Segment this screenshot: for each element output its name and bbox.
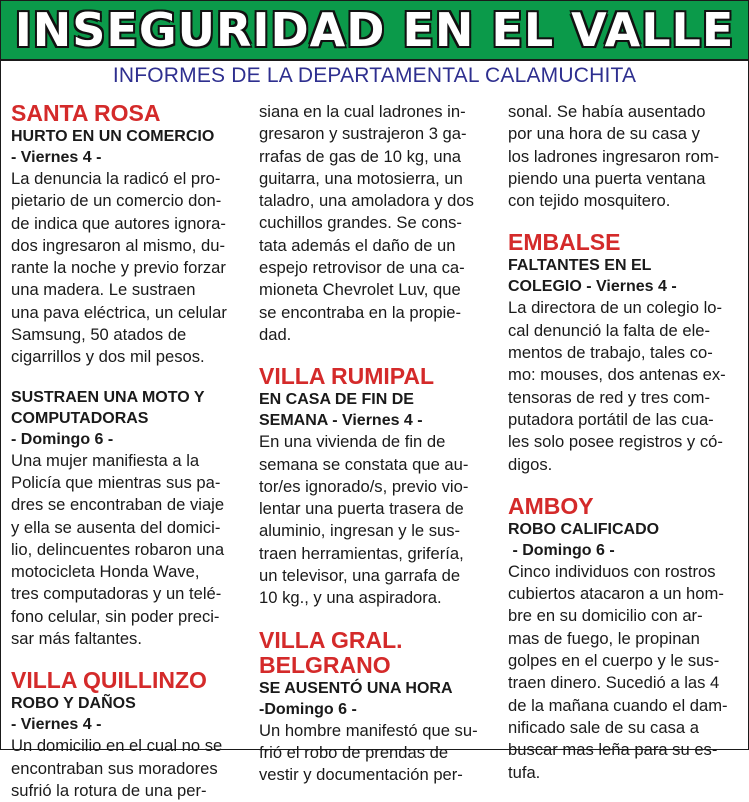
body-line: mas de fuego, le propinan: [508, 628, 700, 648]
body-line: guitarra, una motosierra, un: [259, 168, 463, 188]
body-line: mo: mouses, dos antenas ex-: [508, 365, 726, 385]
body-line: con tejido mosquitero.: [508, 191, 671, 211]
town-heading: EMBALSE: [508, 229, 621, 256]
body-line: encontraban sus moradores: [11, 758, 218, 778]
headline-line: EN CASA DE FIN DE: [259, 391, 414, 409]
body-line: taladro, una amoladora y dos: [259, 191, 474, 211]
body-line: de la mañana cuando el dam-: [508, 695, 728, 715]
article-amboy: [508, 494, 744, 784]
article-body: [11, 450, 249, 651]
article-moto-computadoras: [11, 387, 249, 651]
headline-date: -Domingo 6 -: [259, 700, 357, 718]
article-body: [508, 297, 744, 475]
headline-line: SE AUSENTÓ UNA HORA: [259, 679, 453, 697]
body-line: gresaron y sustrajeron 3 ga-: [259, 124, 467, 144]
body-line: putadora portátil de las cua-: [508, 409, 714, 429]
town-heading: SANTA ROSA: [11, 100, 161, 126]
article-santa-rosa: [11, 101, 249, 369]
headline-line: HURTO EN UN COMERCIO: [11, 128, 215, 145]
article-body: [508, 561, 744, 784]
body-line: 10 kg., y una aspiradora.: [259, 588, 442, 608]
article-headline: [508, 519, 744, 561]
body-line: rante la noche y previo forzar: [11, 258, 226, 278]
body-line: lio, delincuentes robaron una: [11, 539, 225, 559]
body-line: de indica que autores ignora-: [11, 213, 226, 233]
body-line: pietario de un comercio don-: [11, 191, 222, 211]
body-line: espejo retrovisor de una ca-: [259, 258, 465, 278]
body-line: vestir y documentación per-: [259, 765, 463, 785]
headline-line: COLEGIO - Viernes 4 -: [508, 278, 677, 296]
column-3: [508, 101, 744, 784]
body-line: rrafas de gas de 10 kg, una: [259, 146, 462, 166]
body-line: La directora de un colegio lo-: [508, 298, 723, 318]
body-line: aluminio, ingresan y le sus-: [259, 521, 461, 541]
body-line: motocicleta Honda Wave,: [11, 562, 200, 582]
body-line: por una hora de su casa y: [508, 124, 700, 144]
headline-title: INSEGURIDAD EN EL VALLE: [14, 3, 735, 57]
body-line: cigarrillos y dos mil pesos.: [11, 347, 205, 367]
headline-line: ROBO CALIFICADO: [508, 520, 660, 538]
column-1: [11, 101, 249, 802]
headline-date: - Viernes 4 -: [11, 149, 102, 166]
article-headline: [11, 387, 249, 450]
article-continuation-belgrano: [508, 101, 744, 212]
body-line: semana se constata que au-: [259, 454, 469, 474]
headline-line: SEMANA - Viernes 4 -: [259, 412, 423, 430]
body-line: Policía que mientras sus pa-: [11, 472, 221, 492]
body-line: y ella se ausenta del domici-: [11, 517, 221, 537]
article-headline: [11, 693, 249, 735]
body-line: bre en su domicilio con ar-: [508, 606, 703, 626]
body-line: Un hombre manifestó que su-: [259, 720, 478, 740]
article-continuation-quillinzo: [259, 101, 495, 346]
headline-date: - Domingo 6 -: [11, 430, 114, 448]
body-line: Una mujer manifiesta a la: [11, 450, 200, 470]
body-line: dres se encontraban de viaje: [11, 495, 225, 515]
body-line: cubiertos atacaron a un hom-: [508, 584, 724, 604]
body-line: nificado sale de su casa a: [508, 717, 699, 737]
body-line: dos ingresaron al mismo, du-: [11, 235, 225, 255]
body-line: una madera. Le sustraen: [11, 280, 196, 300]
body-line: les solo posee registros y có-: [508, 432, 723, 452]
body-line: tres computadoras y un telé-: [11, 584, 222, 604]
body-line: mioneta Chevrolet Luv, que: [259, 280, 461, 300]
body-line: sufrió la rotura de una per-: [11, 780, 207, 800]
article-villa-rumipal: [259, 364, 495, 609]
article-headline: [11, 126, 249, 168]
body-line: digos.: [508, 454, 553, 474]
body-line: fono celular, sin poder preci-: [11, 606, 220, 626]
body-line: tensoras de red y tres com-: [508, 387, 710, 407]
body-line: un televisor, una garrafa de: [259, 566, 461, 586]
body-line: La denuncia la radicó el pro-: [11, 169, 221, 188]
article-villa-gral-belgrano: [259, 628, 495, 787]
body-line: frió el robo de prendas de: [259, 742, 449, 762]
article-villa-quillinzo: [11, 668, 249, 802]
article-body: [259, 101, 495, 346]
body-line: Samsung, 50 atados de: [11, 325, 187, 345]
body-line: tufa.: [508, 762, 541, 782]
headline-line: FALTANTES EN EL: [508, 257, 652, 275]
town-heading: [259, 628, 495, 678]
body-line: siana en la cual ladrones in-: [259, 102, 466, 121]
body-line: una pava eléctrica, un celular: [11, 302, 227, 322]
headline-banner: [1, 1, 748, 61]
town-heading: VILLA QUILLINZO: [11, 667, 207, 694]
body-line: se encontraba en la propie-: [259, 302, 462, 322]
article-embalse: [508, 230, 744, 475]
town-heading-line: BELGRANO: [259, 651, 391, 678]
body-line: tor/es ignorado/s, previo vio-: [259, 476, 469, 496]
article-body: [11, 735, 249, 802]
body-line: lentar una puerta trasera de: [259, 499, 464, 519]
body-line: Cinco individuos con rostros: [508, 561, 716, 581]
town-heading-line: VILLA GRAL.: [259, 626, 403, 653]
body-line: Un domicilio en el cual no se: [11, 736, 223, 756]
body-line: mentos de trabajo, tales co-: [508, 343, 713, 363]
headline-line: COMPUTADORAS: [11, 409, 149, 427]
body-line: sonal. Se había ausentado: [508, 102, 706, 121]
body-line: cal denunció la falta de ele-: [508, 320, 711, 340]
body-line: los ladrones ingresaron rom-: [508, 146, 720, 166]
article-headline: [259, 678, 495, 720]
headline-line: ROBO Y DAÑOS: [11, 695, 136, 713]
headline-date: - Domingo 6 -: [508, 541, 615, 559]
body-line: sar más faltantes.: [11, 629, 142, 649]
headline-date: - Viernes 4 -: [11, 716, 102, 734]
body-line: traen dinero. Sucedió a las 4: [508, 673, 720, 693]
body-line: cuchillos grandes. Se cons-: [259, 213, 462, 233]
section-subtitle: INFORMES DE LA DEPARTAMENTAL CALAMUCHITA: [112, 64, 637, 87]
body-line: En una vivienda de fin de: [259, 432, 446, 452]
article-body: [259, 431, 495, 609]
headline-line: SUSTRAEN UNA MOTO Y: [11, 388, 205, 406]
body-line: traen herramientas, grifería,: [259, 543, 464, 563]
body-line: golpes en el cuerpo y le sus-: [508, 651, 720, 671]
town-heading: VILLA RUMIPAL: [259, 363, 435, 390]
article-headline: [259, 389, 495, 431]
column-2: [259, 101, 495, 787]
body-line: dad.: [259, 324, 292, 344]
body-line: tata además el daño de un: [259, 235, 456, 255]
article-body: [11, 168, 249, 369]
town-heading: AMBOY: [508, 492, 594, 519]
body-line: piendo una puerta ventana: [508, 168, 706, 188]
article-body: [259, 720, 495, 787]
article-headline: [508, 255, 744, 297]
body-line: buscar mas leña para su es-: [508, 740, 718, 760]
article-body: [508, 101, 744, 212]
